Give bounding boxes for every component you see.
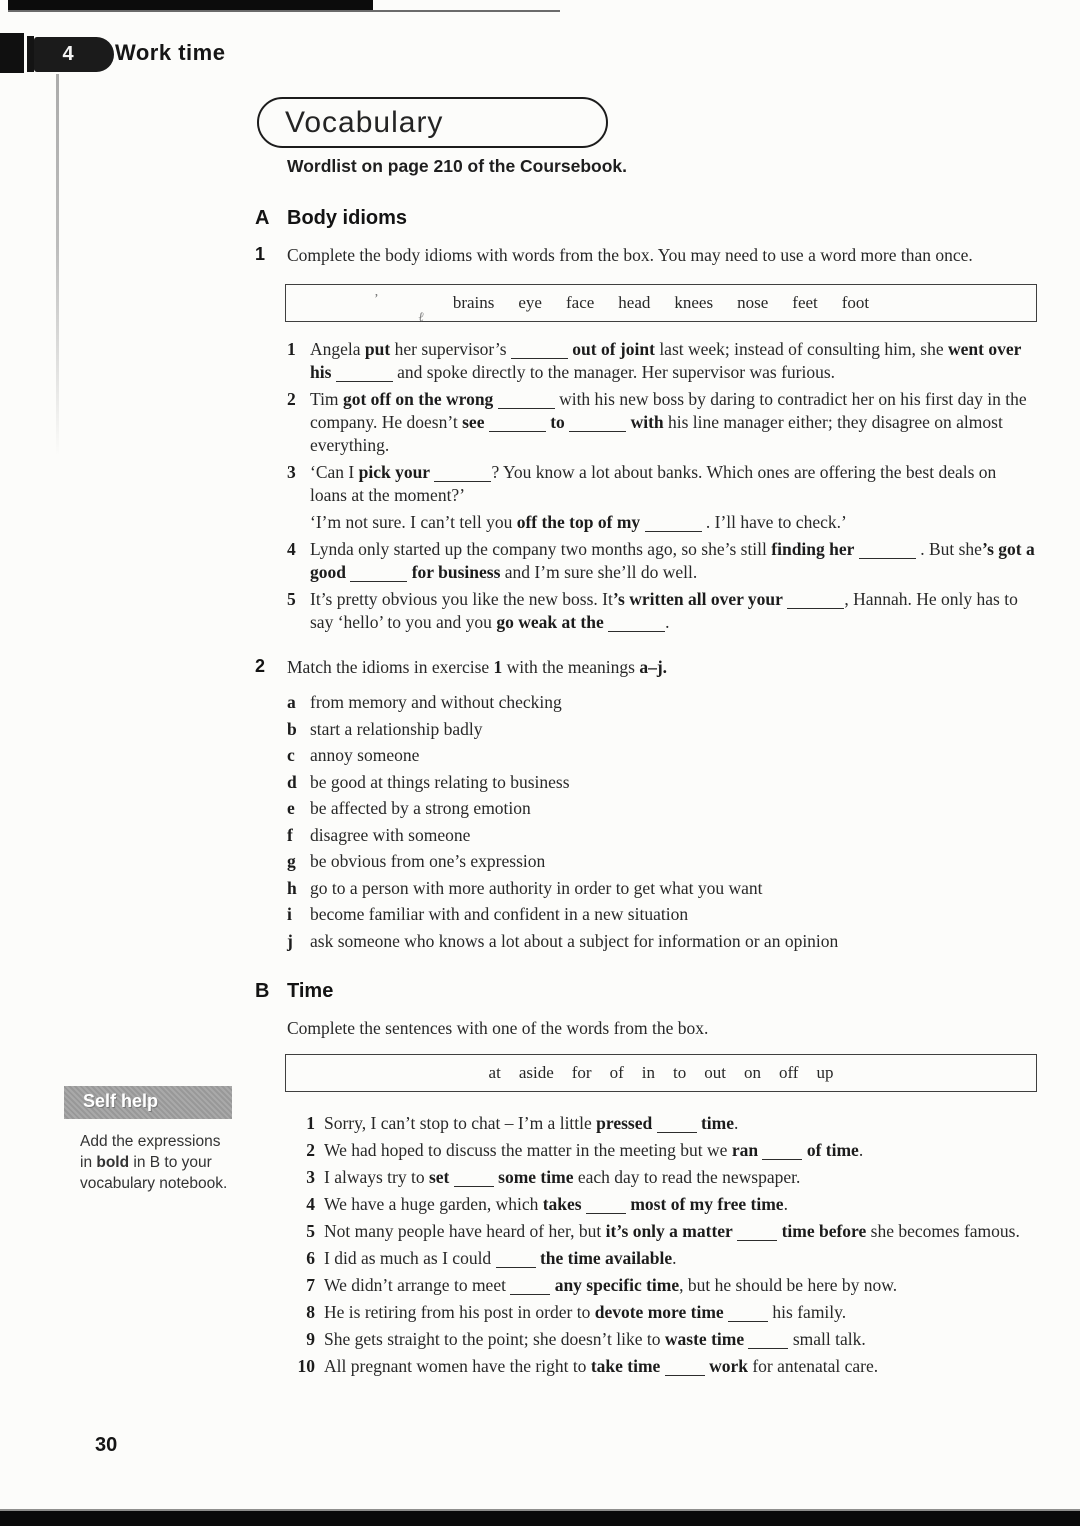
meaning-text: go to a person with more authority in order to get what you want bbox=[310, 877, 763, 898]
text-run: It’s pretty obvious you like the new boss. It bbox=[310, 588, 613, 609]
text-run: . bbox=[665, 611, 670, 632]
list-item bbox=[297, 1301, 1037, 1324]
section-letter: A bbox=[255, 207, 270, 229]
list-item bbox=[287, 338, 1037, 384]
blank-line bbox=[489, 417, 546, 432]
text-run: He is retiring from his post in order to bbox=[324, 1302, 595, 1322]
text-run: . bbox=[672, 1248, 677, 1268]
word-box-body-parts bbox=[285, 284, 1037, 322]
bold-text-run: it’s only a matter bbox=[605, 1221, 733, 1241]
word-box-word: feet bbox=[792, 292, 818, 312]
list-item bbox=[287, 461, 1037, 534]
blank-line bbox=[762, 1145, 802, 1160]
page-crease-artifact bbox=[56, 74, 59, 456]
item-number: 7 bbox=[306, 1275, 315, 1295]
text-run: small talk. bbox=[788, 1329, 866, 1349]
text-run: Not many people have heard of her, but bbox=[324, 1221, 606, 1241]
meaning-text: disagree with someone bbox=[310, 824, 471, 845]
text-run: Tim bbox=[310, 388, 343, 409]
item-number: 2 bbox=[306, 1140, 315, 1160]
text-run: his family. bbox=[768, 1302, 847, 1322]
bold-text-run: bold bbox=[96, 1154, 130, 1171]
scan-edge-artifact bbox=[0, 33, 24, 73]
text-run: Add the expressions in bbox=[80, 1133, 221, 1171]
wordlist-note: Wordlist on page 210 of the Coursebook. bbox=[287, 156, 627, 176]
item-text bbox=[324, 1355, 1037, 1378]
bold-text-run: ran bbox=[731, 1140, 759, 1160]
bold-text-run: got off on the wrong bbox=[342, 388, 494, 409]
bold-text-run: the time available bbox=[539, 1248, 673, 1268]
list-item bbox=[297, 1328, 1037, 1351]
item-text bbox=[324, 1274, 1037, 1297]
bold-text-run: finding her bbox=[771, 538, 855, 559]
meaning-text: ask someone who knows a lot about a subject for information or an opinion bbox=[310, 930, 839, 951]
list-item bbox=[297, 1139, 1037, 1162]
word-box-word: for bbox=[571, 1063, 592, 1082]
meaning-text: become familiar with and confident in a new situation bbox=[310, 904, 689, 924]
bold-text-run: set bbox=[428, 1167, 450, 1187]
item-text bbox=[310, 538, 1037, 584]
word-box-word: off bbox=[778, 1063, 799, 1082]
blank-line bbox=[336, 367, 393, 382]
text-run: ‘I’m not sure. I can’t tell you bbox=[310, 511, 517, 532]
unit-title: Work time bbox=[115, 40, 226, 65]
bold-text-run: some time bbox=[498, 1167, 574, 1187]
text-run: I always try to bbox=[324, 1167, 429, 1187]
bold-text-run: see bbox=[462, 411, 485, 432]
text-run: Sorry, I can’t stop to chat – I’m a little bbox=[324, 1113, 597, 1133]
list-item bbox=[287, 875, 1037, 902]
item-text bbox=[324, 1166, 1037, 1189]
bold-text-run: pressed bbox=[596, 1113, 653, 1133]
text-run: and I’m sure she’ll do well. bbox=[500, 561, 698, 582]
section-b-items bbox=[297, 1112, 1037, 1378]
meaning-text: annoy someone bbox=[310, 745, 420, 765]
blank-line bbox=[510, 1280, 550, 1295]
unit-number: 4 bbox=[62, 43, 74, 65]
text-run: We didn’t arrange to meet bbox=[324, 1275, 511, 1295]
text-run: her supervisor’s bbox=[390, 338, 511, 359]
top-bar-underline bbox=[8, 10, 560, 12]
word-box-word: foot bbox=[841, 292, 870, 312]
bold-text-run: of time bbox=[806, 1140, 859, 1160]
blank-line bbox=[511, 344, 568, 359]
text-run: she becomes famous. bbox=[866, 1221, 1020, 1241]
item-letter: e bbox=[287, 798, 295, 818]
self-help-text bbox=[64, 1131, 230, 1194]
main-content bbox=[255, 207, 1037, 1382]
meaning-text: from memory and without checking bbox=[310, 692, 562, 712]
list-item bbox=[297, 1247, 1037, 1270]
text-run: Lynda only started up the company two months ago, so she’s still bbox=[310, 538, 772, 559]
section-a-heading bbox=[255, 207, 1037, 230]
blank-line bbox=[586, 1199, 626, 1214]
bold-text-run: for business bbox=[411, 561, 501, 582]
word-box-word: out bbox=[704, 1063, 726, 1082]
item-text bbox=[324, 1301, 1037, 1324]
text-run: We have a huge garden, which bbox=[324, 1194, 543, 1214]
exercise-instructions-text: Complete the body idioms with words from the box. You may need to use a word more than once. bbox=[287, 245, 973, 265]
list-item bbox=[297, 1193, 1037, 1216]
item-text bbox=[324, 1328, 1037, 1351]
word-box-word: knees bbox=[674, 292, 714, 312]
bold-text-run: a–j. bbox=[639, 656, 668, 677]
exercise-1-instructions bbox=[255, 244, 1037, 268]
text-run: All pregnant women have the right to bbox=[324, 1356, 591, 1376]
bold-text-run: went over his bbox=[310, 338, 1022, 382]
text-run: . bbox=[734, 1113, 739, 1133]
word-box-word: brains bbox=[452, 292, 495, 312]
bold-text-run: ’s got a good bbox=[310, 538, 1035, 582]
text-run: We had hoped to discuss the matter in the meeting but we bbox=[324, 1140, 732, 1160]
item-number: 2 bbox=[287, 388, 296, 409]
list-item bbox=[287, 848, 1037, 875]
item-text bbox=[324, 1139, 1037, 1162]
section-title: Time bbox=[287, 980, 334, 1002]
text-run: , but he should be here by now. bbox=[679, 1275, 898, 1295]
pencil-mark-artifact: ’ bbox=[374, 291, 379, 307]
list-item bbox=[297, 1112, 1037, 1135]
pencil-mark-artifact: ℓ bbox=[417, 308, 426, 324]
list-item bbox=[287, 388, 1037, 457]
blank-line bbox=[657, 1118, 697, 1133]
word-box-word: face bbox=[565, 292, 595, 312]
item-text bbox=[324, 1220, 1037, 1243]
item-text bbox=[324, 1193, 1037, 1216]
meaning-text: be obvious from one’s expression bbox=[310, 851, 546, 871]
word-box-word: up bbox=[816, 1063, 834, 1082]
item-letter: a bbox=[287, 692, 296, 712]
meaning-text: be good at things relating to business bbox=[310, 771, 570, 792]
bold-text-run: take time bbox=[590, 1356, 661, 1376]
item-letter: d bbox=[287, 771, 297, 792]
vocabulary-banner bbox=[257, 97, 608, 148]
list-item bbox=[287, 588, 1037, 634]
item-letter: f bbox=[287, 824, 293, 845]
item-number: 1 bbox=[287, 338, 296, 359]
text-run: and spoke directly to the manager. Her supervisor was furious. bbox=[392, 361, 836, 382]
bold-text-run: to bbox=[550, 411, 565, 432]
list-item bbox=[287, 901, 1037, 928]
bold-text-run: with bbox=[630, 411, 664, 432]
bold-text-run: time bbox=[700, 1113, 735, 1133]
word-box-word: head bbox=[618, 292, 651, 312]
text-run: She gets straight to the point; she doesn’t like to bbox=[324, 1329, 665, 1349]
item-number: 3 bbox=[306, 1167, 315, 1187]
blank-line bbox=[454, 1172, 494, 1187]
text-run: . bbox=[783, 1194, 788, 1214]
word-box-word: to bbox=[672, 1063, 687, 1082]
text-run: Match the idioms in exercise bbox=[287, 656, 494, 677]
blank-line bbox=[350, 567, 407, 582]
bold-text-run: waste time bbox=[664, 1329, 745, 1349]
exercise-2-meanings bbox=[287, 689, 1037, 954]
bold-text-run: put bbox=[364, 338, 391, 359]
text-run: . But she bbox=[915, 538, 982, 559]
bold-text-run: most of my free time bbox=[630, 1194, 784, 1214]
item-letter: c bbox=[287, 745, 295, 765]
bottom-black-bar bbox=[0, 1511, 1080, 1526]
bold-text-run: go weak at the bbox=[496, 611, 604, 632]
item-number: 3 bbox=[287, 461, 296, 482]
text-run: with the meanings bbox=[502, 656, 640, 677]
text-run: Angela bbox=[310, 338, 365, 359]
bold-text-run: takes bbox=[542, 1194, 582, 1214]
blank-line bbox=[498, 394, 555, 409]
item-number: 6 bbox=[306, 1248, 315, 1268]
text-run: with his new boss by daring to contradict her on his first day in the company. He doesn’t bbox=[310, 388, 1027, 432]
text-run: I did as much as I could bbox=[324, 1248, 496, 1268]
item-text bbox=[324, 1247, 1037, 1270]
bold-text-run: any specific time bbox=[554, 1275, 680, 1295]
item-letter: i bbox=[287, 904, 292, 924]
bold-text-run: time before bbox=[781, 1221, 867, 1241]
item-letter: h bbox=[287, 877, 297, 898]
meaning-text: be affected by a strong emotion bbox=[310, 798, 531, 818]
blank-line bbox=[748, 1334, 788, 1349]
item-number: 5 bbox=[287, 588, 296, 609]
blank-line bbox=[434, 467, 491, 482]
word-box-prepositions bbox=[285, 1054, 1037, 1092]
item-letter: g bbox=[287, 851, 296, 871]
word-box-word: at bbox=[488, 1063, 501, 1082]
item-number: 4 bbox=[306, 1194, 315, 1214]
text-run: . bbox=[858, 1140, 864, 1160]
item-number: 1 bbox=[306, 1113, 315, 1133]
blank-line bbox=[787, 594, 844, 609]
item-text bbox=[310, 338, 1037, 384]
blank-line bbox=[496, 1253, 536, 1268]
text-run: , Hannah. He only has to say ‘hello’ to you and you bbox=[310, 588, 1018, 632]
text-run: ? You know a lot about banks. Which ones are offering the best deals on loans at the moment?’ bbox=[310, 461, 997, 505]
scan-edge-artifact bbox=[27, 36, 34, 72]
self-help-box bbox=[64, 1086, 232, 1194]
bold-text-run: out of joint bbox=[572, 338, 655, 359]
page-number: 30 bbox=[95, 1434, 118, 1456]
list-item bbox=[287, 742, 1037, 769]
list-item bbox=[287, 795, 1037, 822]
list-item bbox=[287, 928, 1037, 955]
bold-text-run: 1 bbox=[493, 656, 503, 677]
word-box-word: of bbox=[609, 1063, 624, 1082]
list-item bbox=[297, 1274, 1037, 1297]
list-item bbox=[287, 716, 1037, 743]
bold-text-run: pick your bbox=[358, 461, 431, 482]
bold-text-run: work bbox=[709, 1356, 748, 1376]
blank-line bbox=[645, 517, 702, 532]
list-item bbox=[297, 1355, 1037, 1378]
exercise-number: 1 bbox=[255, 244, 266, 264]
item-text bbox=[310, 588, 1037, 634]
blank-line bbox=[608, 617, 665, 632]
list-item bbox=[287, 689, 1037, 716]
bold-text-run: off the top of my bbox=[516, 511, 641, 532]
vocabulary-banner-label: Vocabulary bbox=[285, 105, 444, 139]
top-black-bar bbox=[8, 0, 373, 10]
list-item bbox=[287, 822, 1037, 849]
item-text bbox=[324, 1112, 1037, 1135]
word-box-word: in bbox=[641, 1063, 655, 1082]
item-number: 9 bbox=[306, 1329, 315, 1349]
item-number: 5 bbox=[306, 1221, 315, 1241]
blank-line bbox=[737, 1226, 777, 1241]
word-box-word: nose bbox=[737, 292, 769, 312]
blank-line bbox=[728, 1307, 768, 1322]
item-number: 4 bbox=[287, 538, 296, 559]
word-box-word: eye bbox=[518, 292, 542, 312]
word-box-word: aside bbox=[518, 1063, 554, 1082]
section-b-heading bbox=[255, 980, 1037, 1003]
section-letter: B bbox=[255, 980, 270, 1002]
item-number: 8 bbox=[306, 1302, 315, 1322]
exercise-1-items bbox=[287, 338, 1037, 634]
exercise-number: 2 bbox=[255, 655, 266, 676]
item-text bbox=[310, 461, 1037, 534]
list-item bbox=[287, 538, 1037, 584]
blank-line bbox=[859, 544, 916, 559]
text-run: ‘Can I bbox=[310, 461, 359, 482]
item-letter: j bbox=[287, 930, 293, 951]
list-item bbox=[297, 1166, 1037, 1189]
text-run: last week; instead of consulting him, she bbox=[654, 338, 949, 359]
text-run: in B to your vocabulary notebook. bbox=[80, 1154, 228, 1192]
text-run: each day to read the newspaper. bbox=[573, 1167, 801, 1187]
section-title: Body idioms bbox=[287, 207, 408, 229]
list-item bbox=[297, 1220, 1037, 1243]
meaning-text: start a relationship badly bbox=[310, 718, 483, 739]
bold-text-run: ’s written all over your bbox=[612, 588, 783, 609]
unit-number-tab bbox=[34, 37, 114, 72]
text-run: for antenatal care. bbox=[747, 1356, 879, 1376]
exercise-2-instructions bbox=[255, 656, 1037, 680]
item-text bbox=[310, 388, 1037, 457]
word-box-word: on bbox=[743, 1063, 761, 1082]
self-help-title: Self help bbox=[64, 1086, 232, 1119]
bold-text-run: devote more time bbox=[594, 1302, 724, 1322]
blank-line bbox=[569, 417, 626, 432]
item-letter: b bbox=[287, 718, 297, 739]
list-item bbox=[287, 769, 1037, 796]
section-b-instructions: Complete the sentences with one of the words from the box. bbox=[287, 1018, 709, 1038]
exercise-instructions-text bbox=[287, 656, 1037, 680]
text-run: . I’ll have to check.’ bbox=[701, 511, 847, 532]
blank-line bbox=[665, 1361, 705, 1376]
text-run: his line manager either; they disagree on almost everything. bbox=[310, 411, 1003, 455]
item-number: 10 bbox=[297, 1356, 315, 1376]
